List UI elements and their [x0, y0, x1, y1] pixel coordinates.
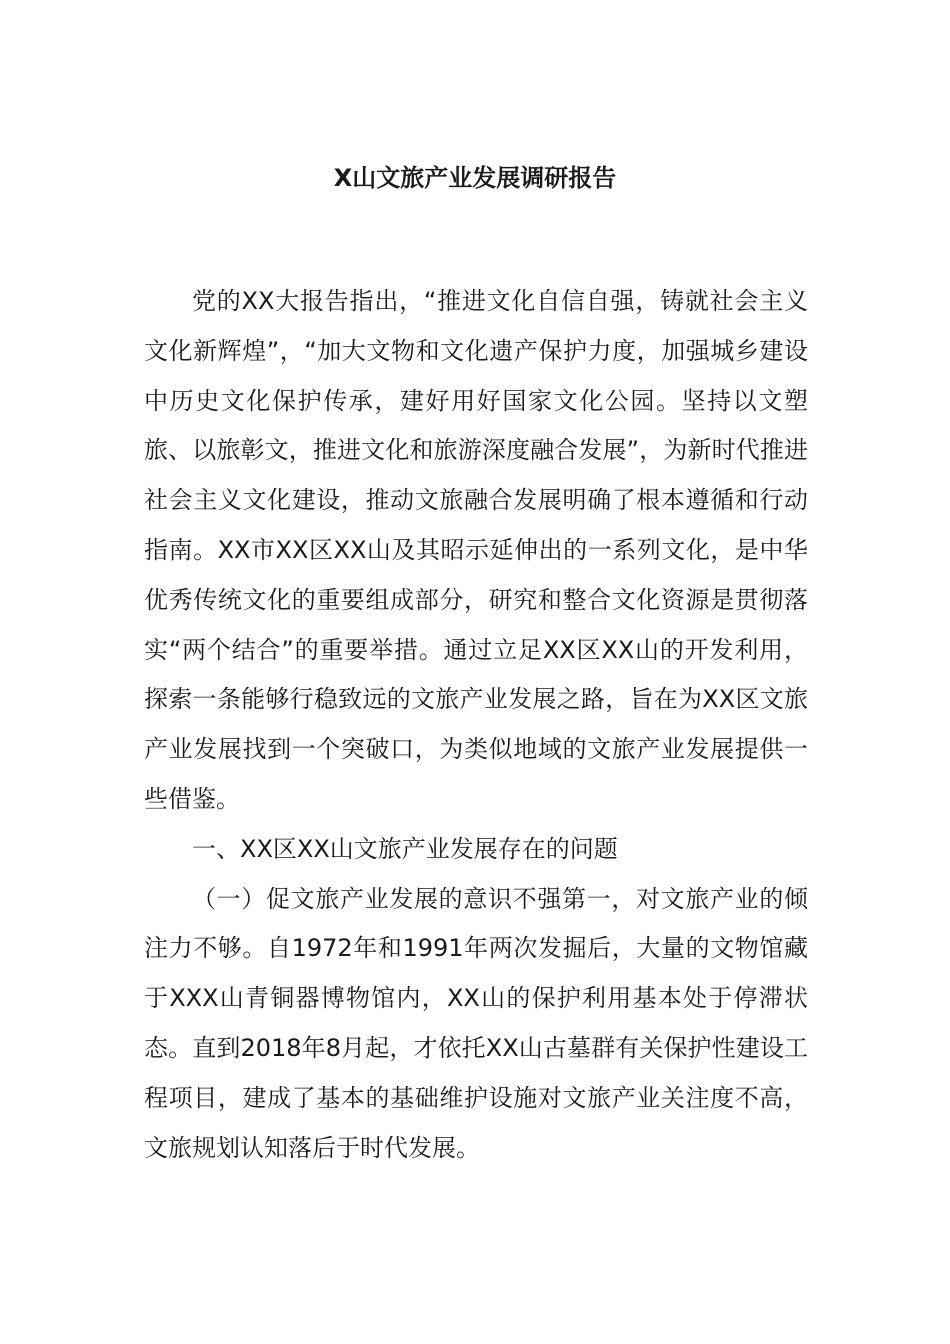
document-title: X山文旅产业发展调研报告 — [333, 164, 617, 192]
subsection-paragraph: （一）促文旅产业发展的意识不强第一，对文旅产业的倾注力不够。自1972年和1991年两次发掘后，大量的文物馆藏于XXX山青铜器博物馆内，XX山的保护利用基本处于停滞状态。直到2018年8月起，才依托XX山古墓群有关保护性建设工程项目，建成了基本的基础维护设施对文旅产业关注度不高，文旅规划认知落后于时代发展。 — [144, 884, 808, 1162]
document-body — [144, 277, 808, 1173]
section-heading: 一、XX区XX山文旅产业发展存在的问题 — [192, 834, 618, 863]
intro-paragraph: 党的XX大报告指出，“推进文化自信自强，铸就社会主义文化新辉煌”，“加大文物和文化遗产保护力度，加强城乡建设中历史文化保护传承，建好用好国家文化公园。坚持以文塑旅、以旅彰文，推进文化和旅游深度融合发展”，为新时代推进社会主义文化建设，推动文旅融合发展明确了根本遵循和行动指南。XX市XX区XX山及其昭示延伸出的一系列文化，是中华优秀传统文化的重要组成部分，研究和整合文化资源是贯彻落实“两个结合”的重要举措。通过立足XX区XX山的开发利用，探索一条能够行稳致远的文旅产业发展之路，旨在为XX区文旅产业发展找到一个突破口，为类似地域的文旅产业发展提供一些借鉴。 — [144, 287, 808, 813]
